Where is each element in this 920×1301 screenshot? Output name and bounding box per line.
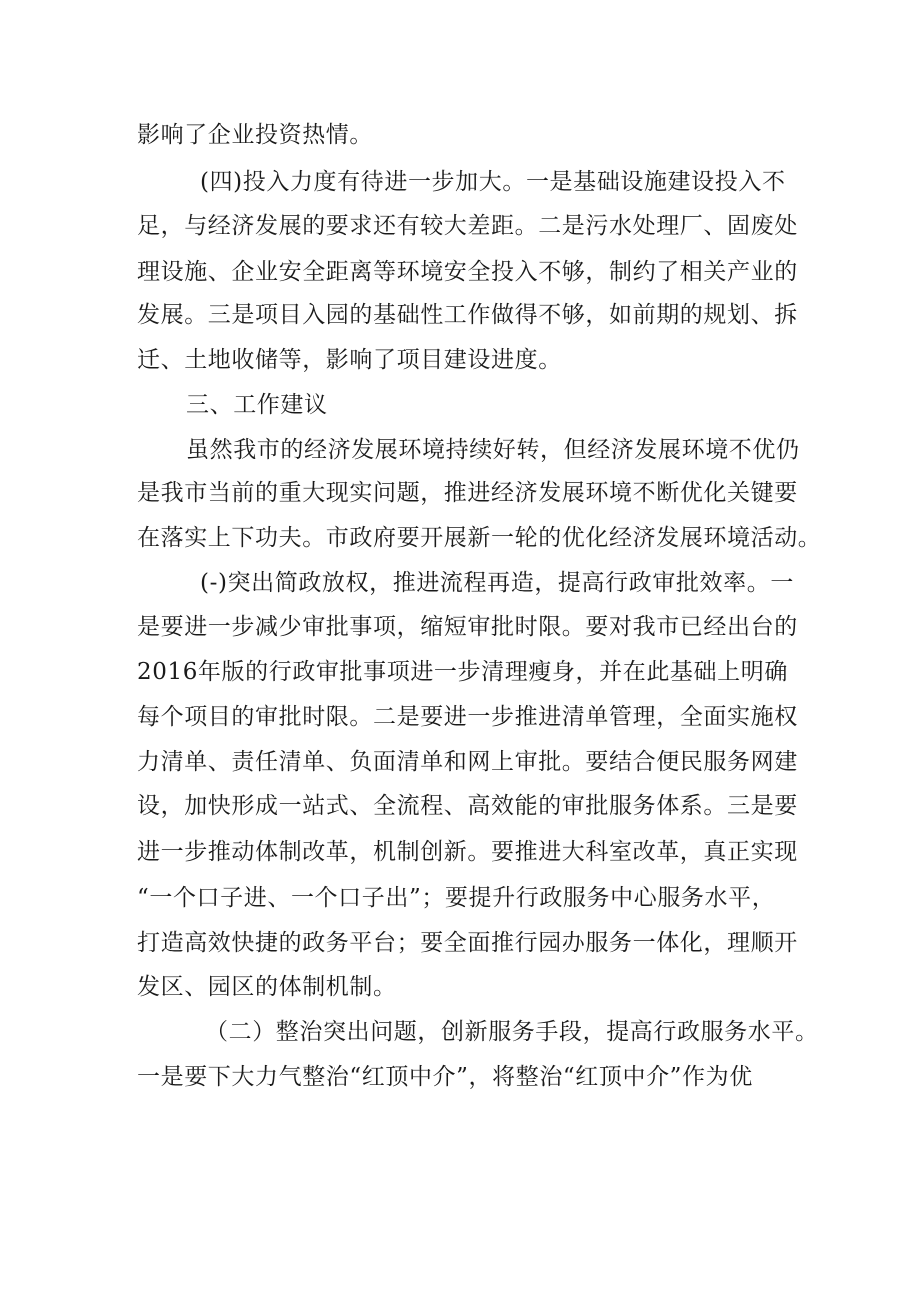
paragraph-line: “一个口子进、一个口子出”；要提升行政服务中心服务水平， <box>137 885 776 911</box>
paragraph-line: 发区、园区的体制机制。 <box>137 974 397 1000</box>
paragraph-line: 每个项目的审批时限。二是要进一步推进清单管理，全面实施权 <box>137 704 798 730</box>
section-heading-4: (四)投入力度有待进一步加大。一是基础设施建设投入不 <box>200 169 786 195</box>
paragraph-line: 2016年版的行政审批事项进一步清理瘦身，并在此基础上明确 <box>137 659 788 685</box>
section-heading-3: 三、工作建议 <box>186 392 328 418</box>
paragraph-line: 设，加快形成一站式、全流程、高效能的审批服务体系。三是要 <box>137 793 798 819</box>
subsection-heading-2: （二）整治突出问题，创新服务手段，提高行政服务水平。 <box>205 1019 819 1045</box>
paragraph-line: 进一步推动体制改革，机制创新。要推进大科室改革，真正实现 <box>137 839 798 865</box>
paragraph-line: 是我市当前的重大现实问题，推进经济发展环境不断优化关键要 <box>137 480 798 506</box>
paragraph-line: 力清单、责任清单、负面清单和网上审批。要结合便民服务网建 <box>137 749 798 775</box>
paragraph-line: 在落实上下功夫。市政府要开展新一轮的优化经济发展环境活动。 <box>137 525 822 551</box>
paragraph-line: 影响了企业投资热情。 <box>137 122 373 148</box>
paragraph-line: 虽然我市的经济发展环境持续好转，但经济发展环境不优仍 <box>186 437 800 463</box>
paragraph-line: 打造高效快捷的政务平台；要全面推行园办服务一体化，理顺开 <box>137 930 798 956</box>
paragraph-line: 一是要下大力气整治“红顶中介”，将整治“红顶中介”作为优 <box>137 1064 753 1090</box>
paragraph-line: 发展。三是项目入园的基础性工作做得不够，如前期的规划、拆 <box>137 302 798 328</box>
paragraph-line: 理设施、企业安全距离等环境安全投入不够，制约了相关产业的 <box>137 259 798 285</box>
paragraph-line: 足，与经济发展的要求还有较大差距。二是污水处理厂、固废处 <box>137 213 798 239</box>
subsection-heading-1: (-)突出简政放权，推进流程再造，提高行政审批效率。一 <box>200 570 794 596</box>
paragraph-line: 迁、土地收储等，影响了项目建设进度。 <box>137 347 562 373</box>
paragraph-line: 是要进一步减少审批事项，缩短审批时限。要对我市已经出台的 <box>137 614 798 640</box>
